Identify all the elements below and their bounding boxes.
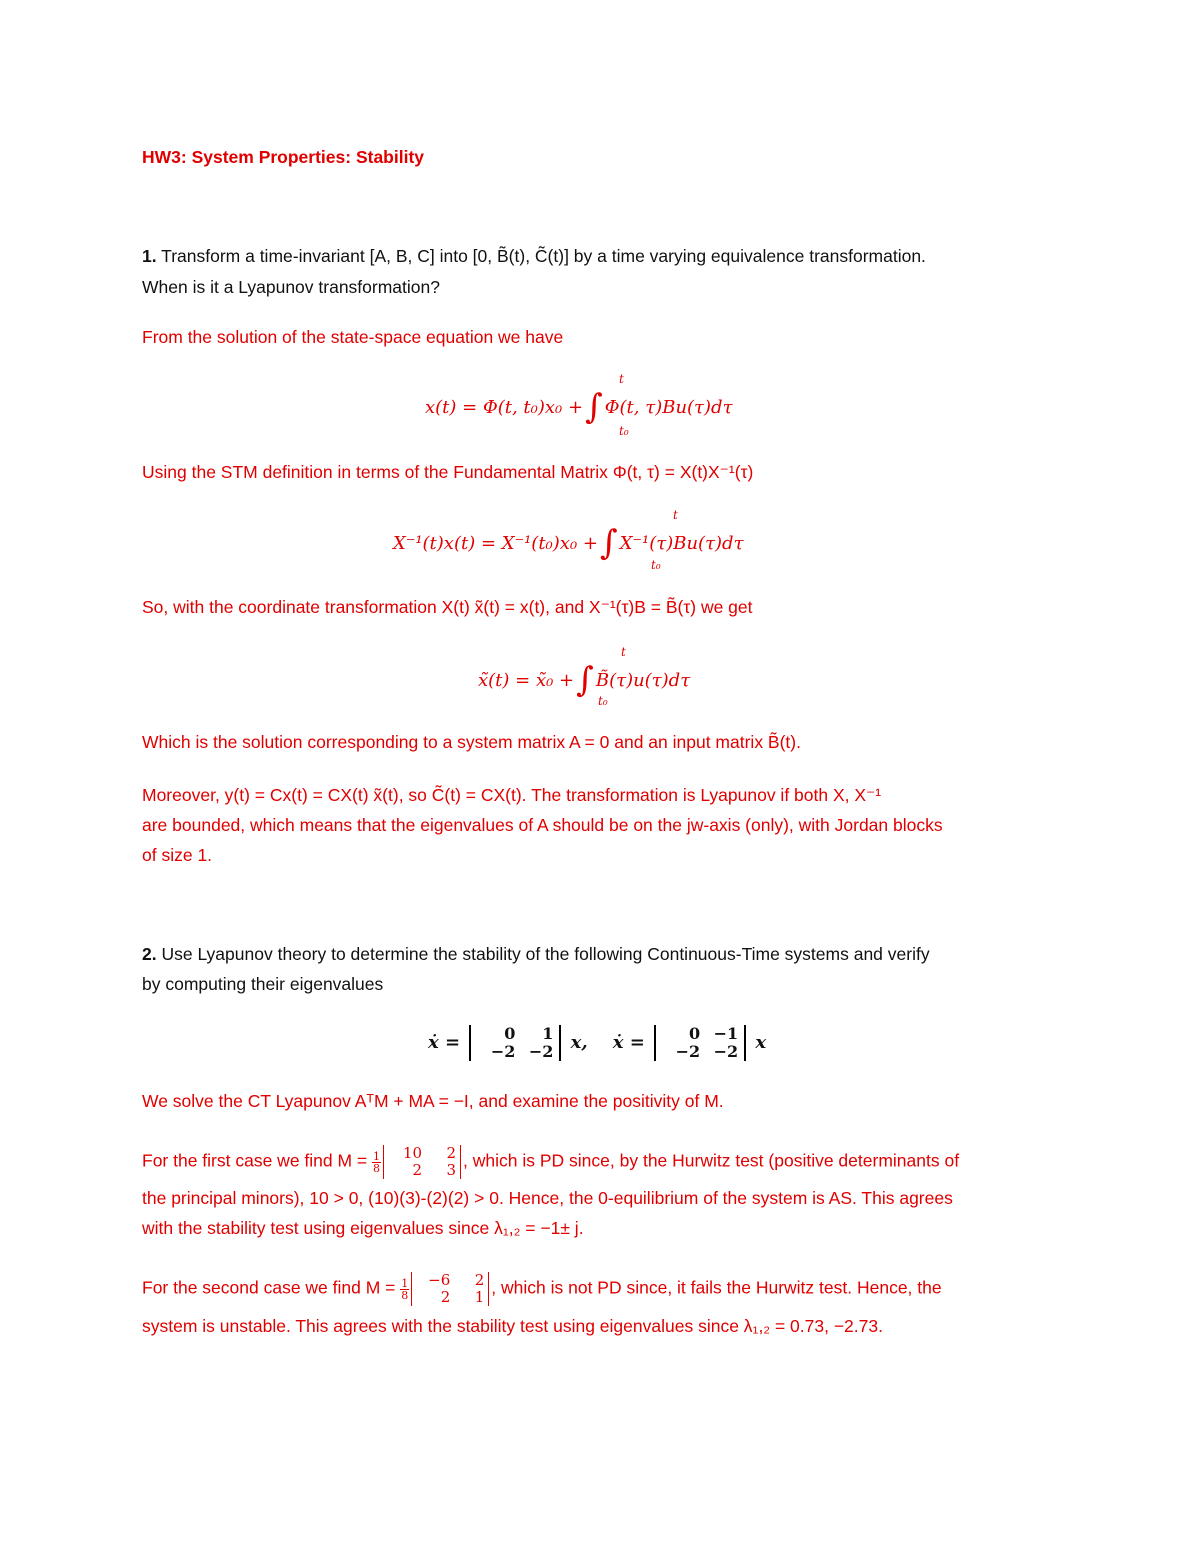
matrix-cell: 0 [504,1024,516,1043]
problem-1-number: 1. [142,246,157,266]
equation-2-right: X⁻¹(τ)Bu(τ)dτ [619,533,744,554]
integral-sign: ∫ [599,523,618,563]
matrix-M1 [383,1145,461,1179]
matrix-cell: 1 [542,1024,554,1043]
matrix-M2 [411,1272,489,1306]
problem-2-statement [142,943,930,965]
equation-1 [425,387,733,427]
eq3-upper-limit: t [621,645,626,659]
first-case-text-a: For the first case we find M = [142,1150,368,1171]
coordinate-transformation: So, with the coordinate transformation X(t) x̃(t) = x(t), and X⁻¹(τ)B = B̃(τ) we get [142,597,753,617]
matrix-cell: 1 [474,1288,485,1306]
matrix-cell: 2 [412,1161,423,1179]
xdot-label-2: ẋ = [612,1032,645,1053]
matrix-cell: −1 [713,1024,739,1043]
fraction-denominator: 8 [373,1161,381,1175]
fraction-denominator: 8 [401,1288,409,1302]
fraction-one-eighth [400,1278,409,1301]
problem-2-text-a: Use Lyapunov theory to determine the stability of the following Continuous-Time systems and verify [161,944,930,964]
integral-sign: ∫ [585,387,603,427]
first-case-text-d: with the stability test using eigenvalues since λ₁,₂ = −1± j. [142,1218,584,1238]
moreover-line-3: of size 1. [142,845,213,865]
matrix-cell: −2 [490,1042,516,1061]
equation-2-left: X⁻¹(t)x(t) = X⁻¹(t₀)x₀ + [393,533,598,554]
equation-3 [478,660,691,700]
lyapunov-equation-line: We solve the CT Lyapunov AᵀM + MA = −I, and examine the positivity of M. [142,1091,724,1111]
second-case-text-a: For the second case we find M = [142,1277,396,1298]
first-case-text-c: the principal minors), 10 > 0, (10)(3)-(2)(2) > 0. Hence, the 0-equilibrium of the system is AS. This agrees [142,1188,953,1208]
system-matrix-2 [654,1025,746,1061]
matrix-cell: 0 [688,1024,701,1043]
stm-definition: Using the STM definition in terms of the Fundamental Matrix Φ(t, τ) = X(t)X⁻¹(τ) [142,462,754,482]
matrix-row [477,1025,553,1043]
first-case-text-b: , which is PD since, by the Hurwitz test (positive determinants of [463,1150,960,1171]
problem-2-text-b: by computing their eigenvalues [142,974,384,994]
problem-1-text-a: Transform a time-invariant [A, B, C] into [0, B̃(t), C̃(t)] by a time varying equivalence transformation. [161,246,926,266]
matrix-row [477,1043,553,1061]
x-comma-label: x, [570,1032,588,1053]
problem-1-text-b: When is it a Lyapunov transformation? [142,277,440,297]
eq1-upper-limit: t [619,372,624,386]
integral-sign: ∫ [576,660,594,700]
matrix-cell: 2 [474,1271,485,1289]
xdot-label-1: ẋ = [428,1032,461,1053]
system-matrix-1 [469,1025,561,1061]
equation-2 [393,523,744,563]
problem-1-statement [142,245,926,267]
equation-3-left: x̃(t) = x̃₀ + [478,670,575,691]
eq2-lower-limit: t₀ [651,558,661,572]
system-equations [428,1025,766,1061]
equation-1-right: Φ(t, τ)Bu(τ)dτ [604,397,733,418]
matrix-row [662,1025,738,1043]
equation-1-left: x(t) = Φ(t, t₀)x₀ + [425,397,584,418]
second-case-text-c: system is unstable. This agrees with the stability test using eigenvalues since λ₁,₂ = 0.73, −2.73. [142,1316,883,1336]
fraction-numerator: 1 [373,1149,381,1163]
moreover-line-1: Moreover, y(t) = Cx(t) = CX(t) x̃(t), so C̃(t) = CX(t). The transformation is Lyapunov if both X, X⁻¹ [142,785,882,805]
matrix-cell: −6 [428,1271,451,1289]
second-case-line [142,1272,942,1306]
second-case-text-b: , which is not PD since, it fails the Hurwitz test. Hence, the [491,1277,942,1298]
matrix-cell: 3 [446,1161,457,1179]
eq1-lower-limit: t₀ [619,424,629,438]
page-title: HW3: System Properties: Stability [142,147,425,167]
eq2-upper-limit: t [673,508,678,522]
solution-system-matrix: Which is the solution corresponding to a system matrix A = 0 and an input matrix B̃(t). [142,732,801,752]
problem-2-number: 2. [142,944,157,964]
matrix-cell: 10 [402,1144,423,1162]
solution-1-intro: From the solution of the state-space equation we have [142,327,564,347]
equation-3-right: B̃(τ)u(τ)dτ [595,670,691,691]
fraction-one-eighth [372,1151,381,1174]
fraction-numerator: 1 [401,1276,409,1290]
eq3-lower-limit: t₀ [598,694,608,708]
matrix-cell: −2 [713,1042,739,1061]
x-end-label: x [755,1032,767,1053]
matrix-cell: 2 [446,1144,457,1162]
matrix-row [662,1043,738,1061]
matrix-cell: −2 [675,1042,701,1061]
matrix-cell: 2 [440,1288,451,1306]
moreover-line-2: are bounded, which means that the eigenvalues of A should be on the jw-axis (only), with Jordan blocks [142,815,943,835]
matrix-cell: −2 [528,1042,554,1061]
first-case-line [142,1145,959,1179]
